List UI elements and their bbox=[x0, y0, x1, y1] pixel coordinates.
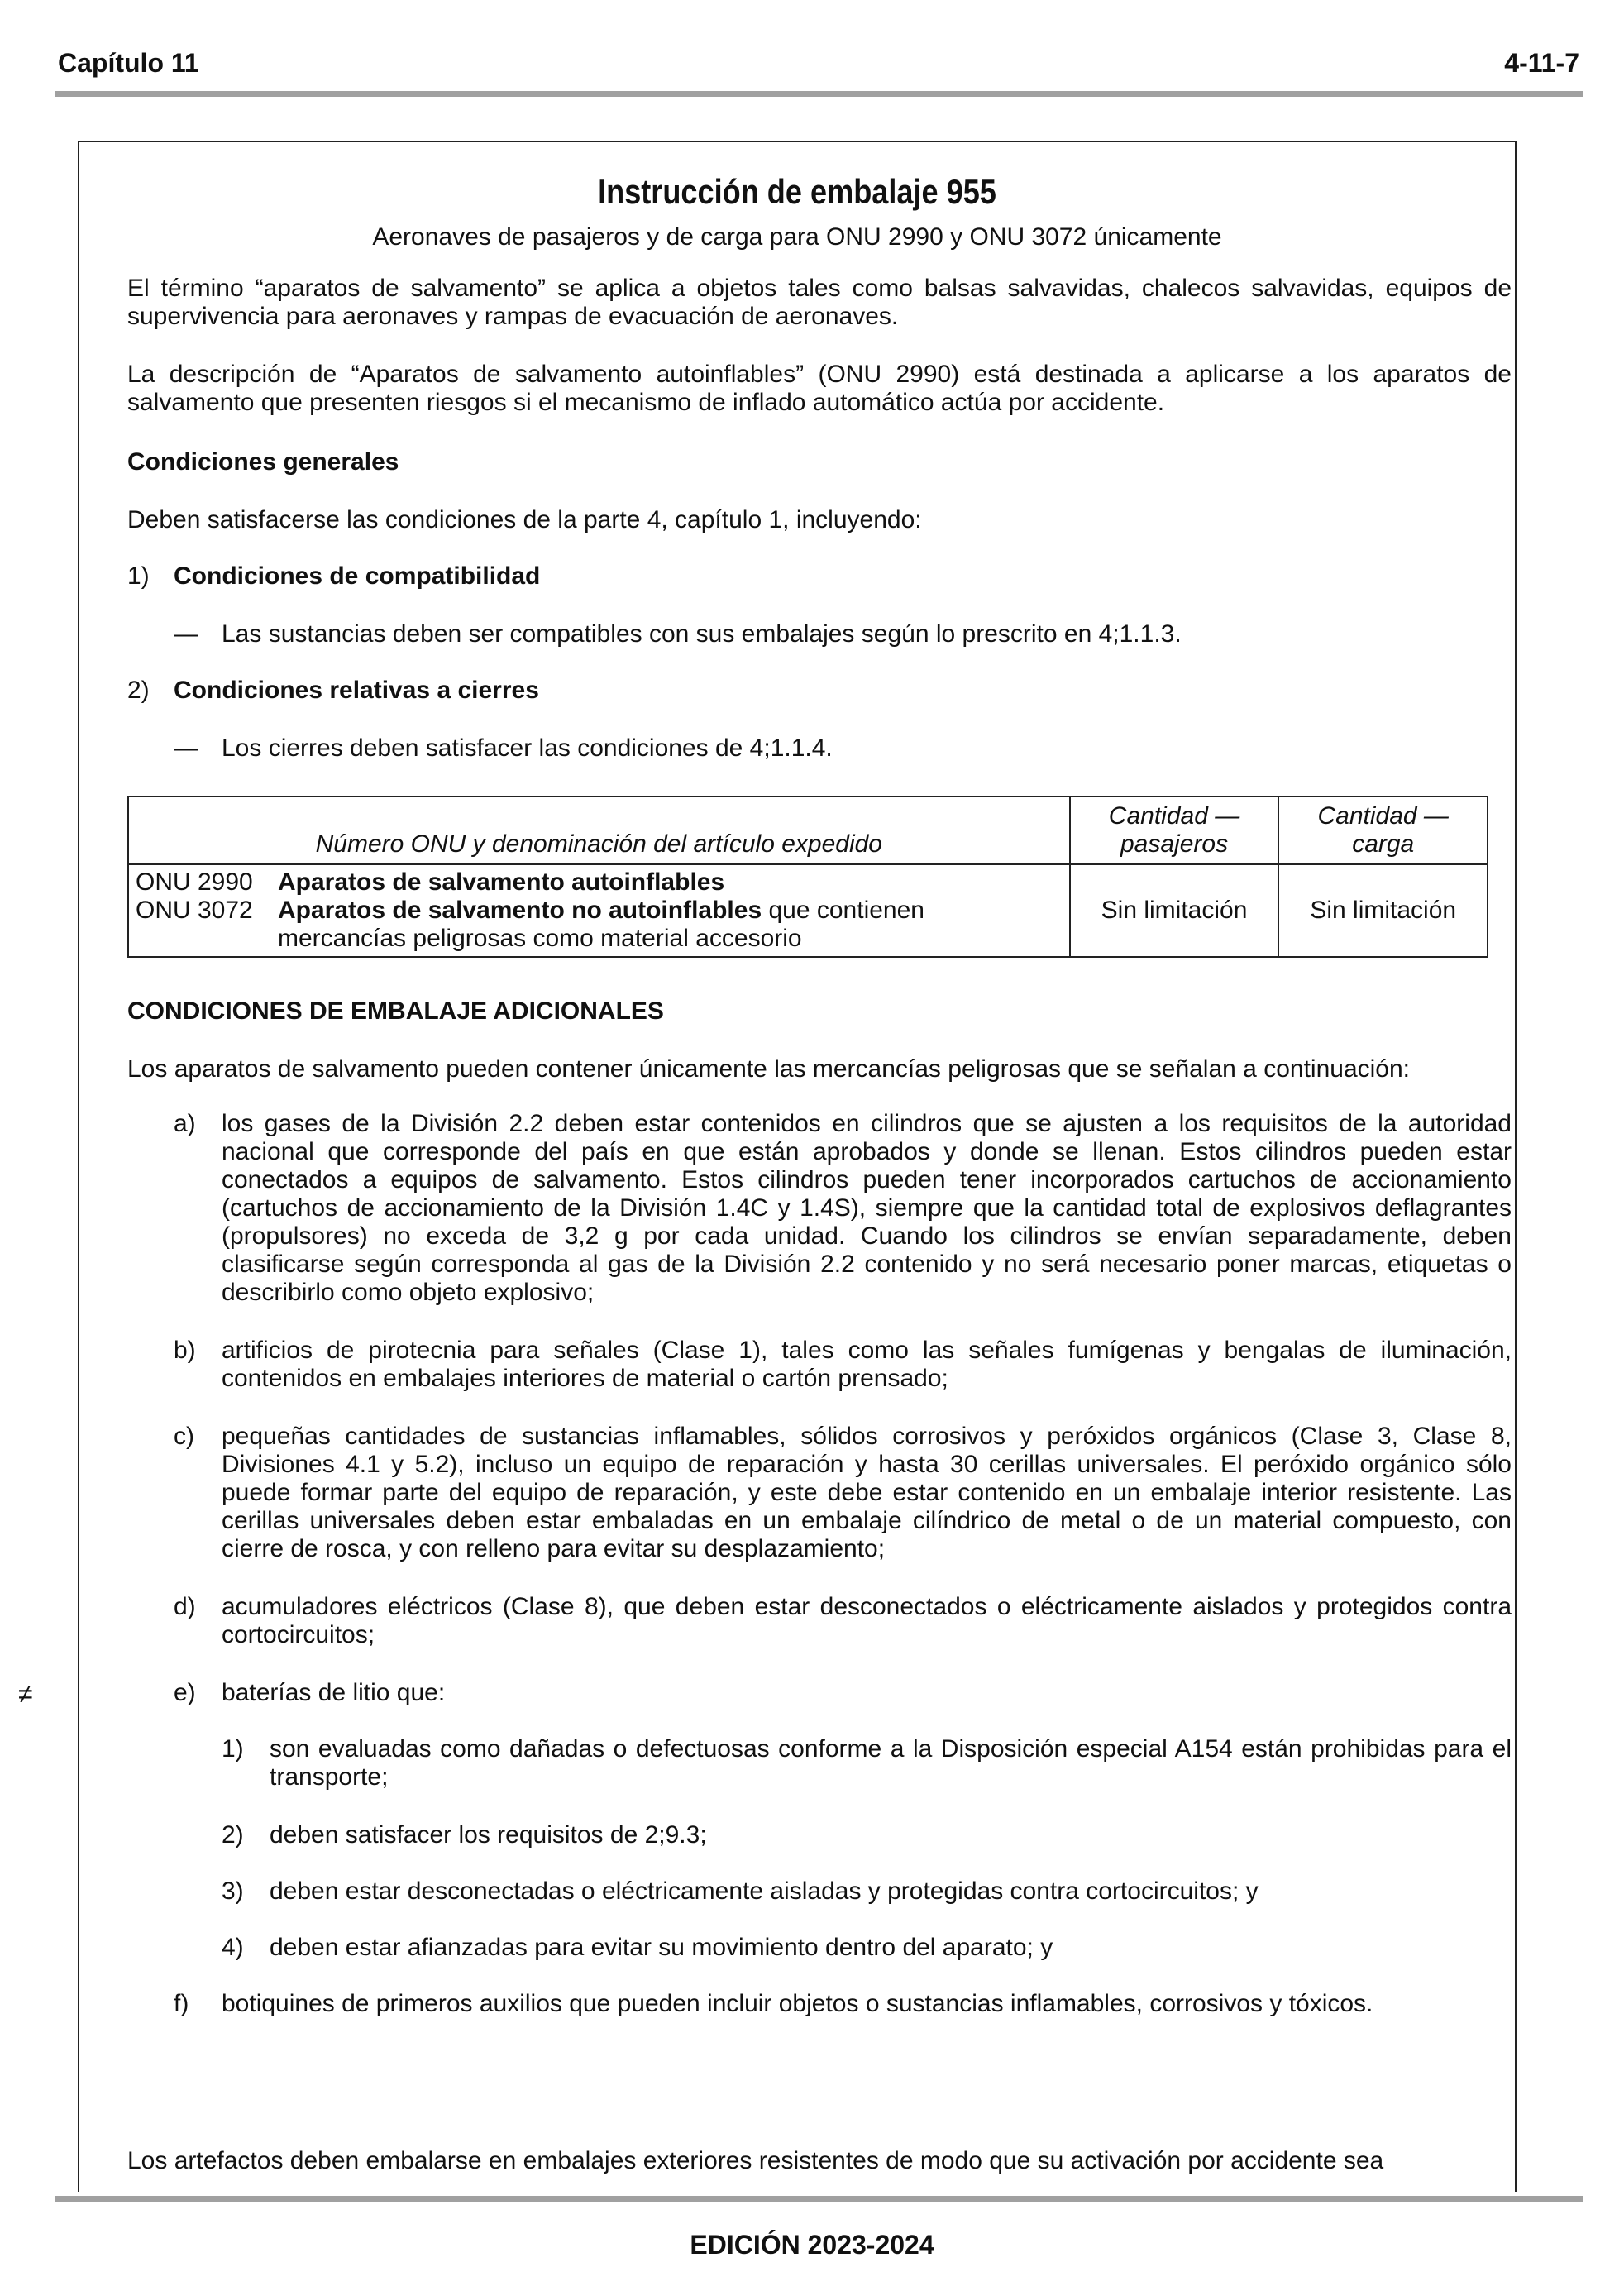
footer-rule bbox=[55, 2196, 1583, 2202]
instruction-subtitle: Aeronaves de pasajeros y de carga para ONU 2990 y ONU 3072 únicamente bbox=[372, 223, 1222, 251]
condition-1-text: Las sustancias deben ser compatibles con sus embalajes según lo prescrito en 4;1.1.3. bbox=[222, 620, 1182, 648]
article-name: Aparatos de salvamento autoinflables bbox=[278, 868, 725, 896]
header-qty-cargo-line2: carga bbox=[1352, 830, 1415, 858]
closing-paragraph: Los artefactos deben embalarse en embalajes exteriores resistentes de modo que su activación por accidente sea bbox=[127, 2147, 1384, 2174]
intro-paragraph-2: La descripción de “Aparatos de salvamento autoinflables” (ONU 2990) está destinada a aplicarse a los aparatos de salvamento que presenten riesgos si el mecanismo de inflado automático actúa por accidente. bbox=[127, 361, 1512, 416]
header-qty-cargo-line1: Cantidad — bbox=[1317, 802, 1449, 830]
qty-cargo-value: Sin limitación bbox=[1278, 864, 1488, 957]
condition-1-title: Condiciones de compatibilidad bbox=[174, 562, 541, 590]
list-item-text: los gases de la División 2.2 deben estar contenidos en cilindros que se ajusten a los requisitos de la autoridad nacional que corresponde del país en que están aprobados y donde se llenan. Estos cilindros pueden estar conectados a equipos de salvamento. Estos cilindros pueden tener incorporados cartuchos de accionamiento (cartuchos de accionamiento de la División 1.4C y 1.4S), siempre que la cantidad total de explosivos deflagrantes (propulsores) no exceda de 3,2 g por cada unidad. Cuando los cilindros se envían separadamente, deben clasificarse según corresponda al gas de la División 2.2 contenido y no será necesario poner marcas, etiquetas o describirlo como objeto explosivo; bbox=[222, 1110, 1512, 1306]
header-qty-passenger bbox=[1070, 796, 1279, 864]
sub-item-label: 2) bbox=[222, 1821, 244, 1849]
page-number: 4-11-7 bbox=[1504, 48, 1579, 78]
general-conditions-intro: Deben satisfacerse las condiciones de la parte 4, capítulo 1, incluyendo: bbox=[127, 506, 922, 533]
chapter-label: Capítulo 11 bbox=[58, 48, 199, 78]
instruction-title: Instrucción de embalaje 955 bbox=[598, 172, 996, 211]
header-rule bbox=[55, 91, 1583, 97]
article-row-3072-continued: mercancías peligrosas como material accesorio bbox=[278, 925, 802, 952]
list-item-label: d) bbox=[174, 1593, 196, 1620]
list-item-label: e) bbox=[174, 1679, 196, 1706]
un-number: ONU 3072 bbox=[136, 897, 253, 924]
sub-item-text: son evaluadas como dañadas o defectuosas conforme a la Disposición especial A154 están prohibidas para el transporte; bbox=[270, 1735, 1512, 1791]
table-row bbox=[128, 864, 1488, 957]
article-row-2990 bbox=[136, 868, 1063, 897]
list-item-text: acumuladores eléctricos (Clase 8), que deben estar desconectados o eléctricamente aislados y protegidos contra cortocircuitos; bbox=[222, 1593, 1512, 1648]
intro-paragraph-1: El término “aparatos de salvamento” se aplica a objetos tales como balsas salvavidas, chalecos salvavidas, equipos de supervivencia para aeronaves y rampas de evacuación de aeronaves. bbox=[127, 275, 1512, 330]
article-names-cell bbox=[128, 864, 1070, 957]
list-item-label: c) bbox=[174, 1423, 194, 1450]
list-item-label: f) bbox=[174, 1990, 189, 2017]
additional-conditions-intro: Los aparatos de salvamento pueden contener únicamente las mercancías peligrosas que se señalan a continuación: bbox=[127, 1055, 1410, 1083]
list-item-label: b) bbox=[174, 1337, 196, 1364]
table-header-row bbox=[128, 796, 1488, 864]
edition-label: EDICIÓN 2023-2024 bbox=[690, 2230, 934, 2260]
sub-item-text: deben estar afianzadas para evitar su movimiento dentro del aparato; y bbox=[270, 1934, 1053, 1961]
sub-item-text: deben estar desconectadas o eléctricamente aisladas y protegidas contra cortocircuitos; y bbox=[270, 1877, 1259, 1905]
sub-item-label: 4) bbox=[222, 1934, 244, 1961]
condition-1-number: 1) bbox=[127, 562, 150, 590]
header-qty-cargo bbox=[1278, 796, 1488, 864]
condition-2-dash: — bbox=[174, 734, 198, 762]
list-item-text: botiquines de primeros auxilios que pueden incluir objetos o sustancias inflamables, corrosivos y tóxicos. bbox=[222, 1990, 1373, 2017]
list-item-text: pequeñas cantidades de sustancias inflamables, sólidos corrosivos y peróxidos orgánicos (Clase 3, Clase 8, Divisiones 4.1 y 5.2), incluso un equipo de reparación y hasta 30 cerillas universales. El peróxido orgánico sólo puede formar parte del equipo de reparación, y este debe estar contenido en un embalaje interior resistente. Las cerillas universales deben estar embaladas en un embalaje cilíndrico de metal o de un material compuesto, con cierre de rosca, y con relleno para evitar su desplazamiento; bbox=[222, 1423, 1512, 1562]
general-conditions-heading: Condiciones generales bbox=[127, 448, 399, 476]
condition-2-number: 2) bbox=[127, 677, 150, 704]
condition-2-title: Condiciones relativas a cierres bbox=[174, 677, 539, 704]
article-row-3072 bbox=[136, 897, 1063, 925]
condition-2-text: Los cierres deben satisfacer las condiciones de 4;1.1.4. bbox=[222, 734, 833, 762]
sub-item-label: 1) bbox=[222, 1735, 244, 1763]
sub-item-text: deben satisfacer los requisitos de 2;9.3; bbox=[270, 1821, 707, 1849]
header-qty-passenger-line2: pasajeros bbox=[1120, 830, 1229, 858]
change-mark: ≠ bbox=[18, 1679, 33, 1709]
article-name: Aparatos de salvamento no autoinflables bbox=[278, 897, 762, 924]
article-name-suffix: que contienen bbox=[762, 897, 924, 924]
packing-instruction-box bbox=[78, 141, 1517, 2192]
qty-passenger-value: Sin limitación bbox=[1070, 864, 1279, 957]
header-article-name: Número ONU y denominación del artículo expedido bbox=[128, 796, 1070, 864]
quantity-table bbox=[127, 796, 1488, 958]
additional-conditions-heading: CONDICIONES DE EMBALAJE ADICIONALES bbox=[127, 997, 664, 1025]
list-item-text: baterías de litio que: bbox=[222, 1679, 446, 1706]
header-qty-passenger-line1: Cantidad — bbox=[1108, 802, 1240, 830]
list-item-label: a) bbox=[174, 1110, 196, 1137]
sub-item-label: 3) bbox=[222, 1877, 244, 1905]
list-item-text: artificios de pirotecnia para señales (Clase 1), tales como las señales fumígenas y bengalas de iluminación, contenidos en embalajes interiores de material o cartón prensado; bbox=[222, 1337, 1512, 1392]
un-number: ONU 2990 bbox=[136, 868, 253, 896]
condition-1-dash: — bbox=[174, 620, 198, 648]
